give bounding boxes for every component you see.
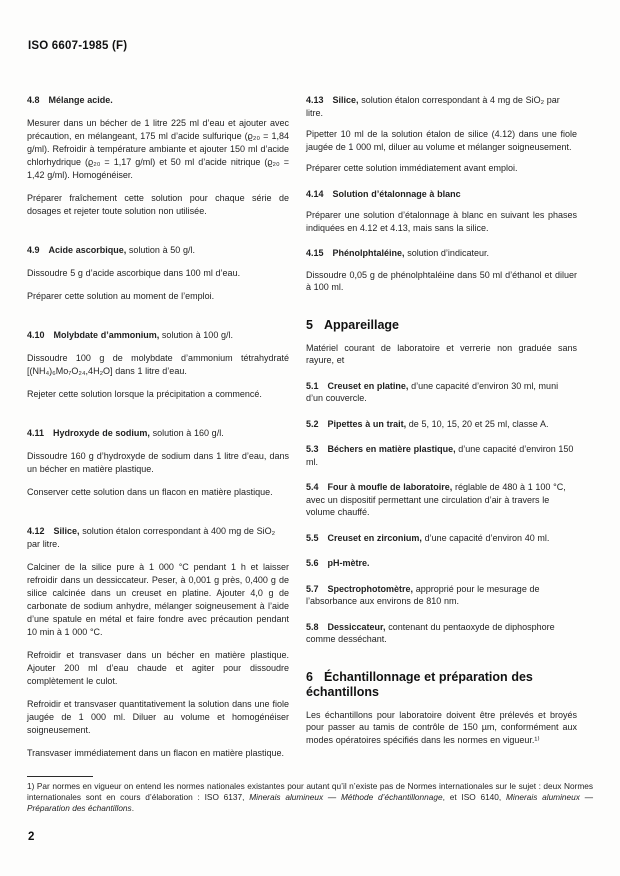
clause-number: 4.10 <box>27 330 45 340</box>
clause-number: 4.12 <box>27 526 45 536</box>
clause-4-12-paragraph-1: Calciner de la silice pure à 1 000 °C pendant 1 h et laisser refroidir dans un dessiccateur. Peser, à 0,001 g près, 0,400 g de silice calcinée dans un creuset en platine. Ajouter 4,0 g de carbonate de sodium anhydre, mélanger soigneusement à l’aide d’une spatule en métal et faire fondre avec précaution pendant 10 min à 1 000 °C. <box>27 562 289 637</box>
section-number: 6 <box>306 669 313 684</box>
clause-text: de 5, 10, 15, 20 et 25 ml, classe A. <box>406 418 549 429</box>
clause-title: Phénolphtaléine, <box>332 248 405 258</box>
clause-4-9-paragraph-1: Dissoudre 5 g d’acide ascorbique dans 100 ml d’eau. <box>27 268 241 278</box>
section-number: 5 <box>306 317 313 332</box>
clause-number: 4.15 <box>306 248 324 258</box>
clause-4-9-paragraph-2: Préparer cette solution au moment de l’emploi. <box>27 291 215 301</box>
clause-title: Silice, <box>53 526 80 536</box>
footnote-text <box>27 781 593 814</box>
section-6-heading <box>306 670 577 700</box>
clause-title: Pipettes à un trait, <box>327 418 407 429</box>
clause-4-11-paragraph-2: Conserver cette solution dans un flacon en matière plastique. <box>27 487 273 497</box>
clause-title: Dessiccateur, <box>327 621 386 632</box>
clause-number: 4.8 <box>27 95 40 105</box>
section-title: Échantillonnage et préparation des échantillons <box>306 669 533 699</box>
clause-text: approprié pour le mesurage de l’absorbance aux environs de 810 nm. <box>306 583 540 606</box>
clause-4-14-paragraph-1: Préparer une solution d’étalonnage à blanc en suivant les phases indiquées en 4.12 et 4.13, mais sans la silice. <box>306 210 577 233</box>
clause-title: Solution d’étalonnage à blanc <box>332 188 461 199</box>
doc-reference: ISO 6607-1985 (F) <box>28 40 128 52</box>
clause-number: 5.6 <box>306 558 319 568</box>
clause-4-12-paragraph-4: Transvaser immédiatement dans un flacon en matière plastique. <box>27 748 285 758</box>
clause-4-11-heading <box>27 427 289 440</box>
clause-subtitle: solution à 100 g/l. <box>159 330 234 340</box>
clause-title: Acide ascorbique, <box>48 245 127 255</box>
clause-title: Creuset en platine, <box>327 380 409 391</box>
clause-title: Silice, <box>332 95 359 105</box>
clause-number: 5.8 <box>306 621 319 632</box>
clause-number: 5.7 <box>306 583 319 594</box>
section-6-paragraph-1: Les échantillons pour laboratoire doivent être prélevés et broyés pour passer au tamis de contrôle de 150 µm, conformément aux modes opératoires spécifiés dans les normes en vigueur.¹⁾ <box>306 709 577 745</box>
left-column <box>27 94 289 770</box>
clause-number: 4.9 <box>27 245 40 255</box>
clause-4-10-paragraph-1: Dissoudre 100 g de molybdate d’ammonium tétrahydraté [(NH₄)₆Mo₇O₂₄,4H₂O] dans 1 litre d’eau. <box>27 353 289 376</box>
clause-title: Hydroxyde de sodium, <box>53 428 150 438</box>
clause-4-15-heading <box>306 247 577 260</box>
clause-5-2 <box>306 418 577 431</box>
clause-text: d’une capacité d’environ 30 ml, muni d’un couvercle. <box>306 380 559 403</box>
clause-5-4 <box>306 481 577 519</box>
clause-number: 4.13 <box>306 95 324 105</box>
clause-4-13-heading <box>306 94 577 119</box>
clause-number: 5.5 <box>306 532 319 543</box>
clause-4-10-paragraph-2: Rejeter cette solution lorsque la précipitation a commencé. <box>27 389 262 399</box>
clause-5-5 <box>306 532 577 545</box>
footnote-rule <box>27 776 93 777</box>
clause-text: contenant du pentaoxyde de diphosphore comme desséchant. <box>306 621 555 644</box>
footnote-segment: , et ISO 6140, <box>442 792 506 802</box>
clause-title: Four à moufle de laboratoire, <box>327 482 453 492</box>
section-5-heading <box>306 318 577 333</box>
right-column <box>306 94 577 755</box>
clause-4-8-paragraph-1: Mesurer dans un bécher de 1 litre 225 ml d’eau et ajouter avec précaution, en mélangeant, 175 ml d’acide sulfurique (ϱ₂₀ = 1,84 g/ml). Refroidir à température ambiante et ajouter 150 ml d’acide chlorhydrique (ϱ₂₀ = 1,17 g/ml) et 50 ml d’acide nitrique (ϱ₂₀ = 1,42 g/ml). Homogénéiser. <box>27 118 289 180</box>
clause-title: Spectrophotomètre, <box>327 583 414 594</box>
clause-number: 5.2 <box>306 418 319 429</box>
clause-title: pH-mètre. <box>327 558 370 568</box>
clause-5-6 <box>306 557 577 570</box>
clause-4-10-heading <box>27 329 289 342</box>
clause-4-8-paragraph-2: Préparer fraîchement cette solution pour chaque série de dosages et rejeter toute solution non utilisée. <box>27 193 289 216</box>
clause-4-12-heading <box>27 525 289 551</box>
clause-4-13-paragraph-1: Pipetter 10 ml de la solution étalon de silice (4.12) dans une fiole jaugée de 1 000 ml, diluer au volume et mélanger soigneusement. <box>306 129 577 152</box>
clause-subtitle: solution d’indicateur. <box>404 248 489 258</box>
clause-4-14-heading <box>306 188 577 201</box>
clause-number: 5.4 <box>306 482 319 492</box>
clause-title: Béchers en matière plastique, <box>327 444 456 454</box>
clause-4-15-paragraph-1: Dissoudre 0,05 g de phénolphtaléine dans 50 ml d’éthanol et diluer à 100 ml. <box>306 269 577 292</box>
section-5-intro: Matériel courant de laboratoire et verrerie non graduée sans rayure, et <box>306 342 577 365</box>
clause-text: d’une capacité d’environ 150 ml. <box>306 444 574 467</box>
clause-number: 5.1 <box>306 380 319 391</box>
clause-title: Molybdate d’ammonium, <box>53 330 160 340</box>
clause-5-1 <box>306 380 577 405</box>
clause-4-11-paragraph-1: Dissoudre 160 g d’hydroxyde de sodium dans 1 litre d’eau, dans un bécher en matière plastique. <box>27 451 289 474</box>
clause-5-7 <box>306 583 577 608</box>
clause-subtitle: solution étalon correspondant à 4 mg de SiO₂ par litre. <box>306 95 560 118</box>
clause-number: 5.3 <box>306 444 319 454</box>
clause-4-13-paragraph-2: Préparer cette solution immédiatement avant emploi. <box>306 163 518 173</box>
footnote-standard-title: Minerais alumineux — Méthode d’échantillonnage <box>249 792 443 802</box>
clause-subtitle: solution à 50 g/l. <box>126 245 195 255</box>
clause-4-12-paragraph-3: Refroidir et transvaser quantitativement la solution dans une fiole jaugée de 1 000 ml. Diluer au volume et homogénéiser soigneusement. <box>27 699 289 735</box>
clause-text: d’une capacité d’environ 40 ml. <box>421 532 550 543</box>
clause-number: 4.11 <box>27 428 45 438</box>
footnote-segment: . <box>131 803 135 813</box>
clause-5-3 <box>306 443 577 468</box>
section-title: Appareillage <box>323 317 399 332</box>
clause-4-8-heading <box>27 94 289 107</box>
clause-4-12-paragraph-2: Refroidir et transvaser dans un bécher en matière plastique. Ajouter 200 ml d’eau chaude et agiter pour dissoudre complètement le culot. <box>27 650 289 686</box>
clause-subtitle: solution étalon correspondant à 400 mg de SiO₂ par litre. <box>27 526 276 549</box>
footnote-segment: 1) Par normes en vigueur on entend les normes nationales existantes pour autant qu’il n’existe pas de Normes internationales sur le sujet : deux Normes internationales sont en cours d’élaboration : ISO 6137, <box>27 781 593 802</box>
clause-4-9-heading <box>27 244 289 257</box>
clause-number: 4.14 <box>306 188 324 199</box>
footnote-standard-title: Minerais alumineux — Préparation des échantillons <box>27 792 593 813</box>
clause-title: Mélange acide. <box>48 95 113 105</box>
clause-subtitle: solution à 160 g/l. <box>149 428 224 438</box>
footnote <box>27 776 593 814</box>
clause-title: Creuset en zirconium, <box>327 532 422 543</box>
clause-5-8 <box>306 621 577 646</box>
clause-text: réglable de 480 à 1 100 °C, avec un dispositif permettant une circulation d’air à travers le volume chauffé. <box>306 482 566 517</box>
page-number: 2 <box>28 831 35 843</box>
